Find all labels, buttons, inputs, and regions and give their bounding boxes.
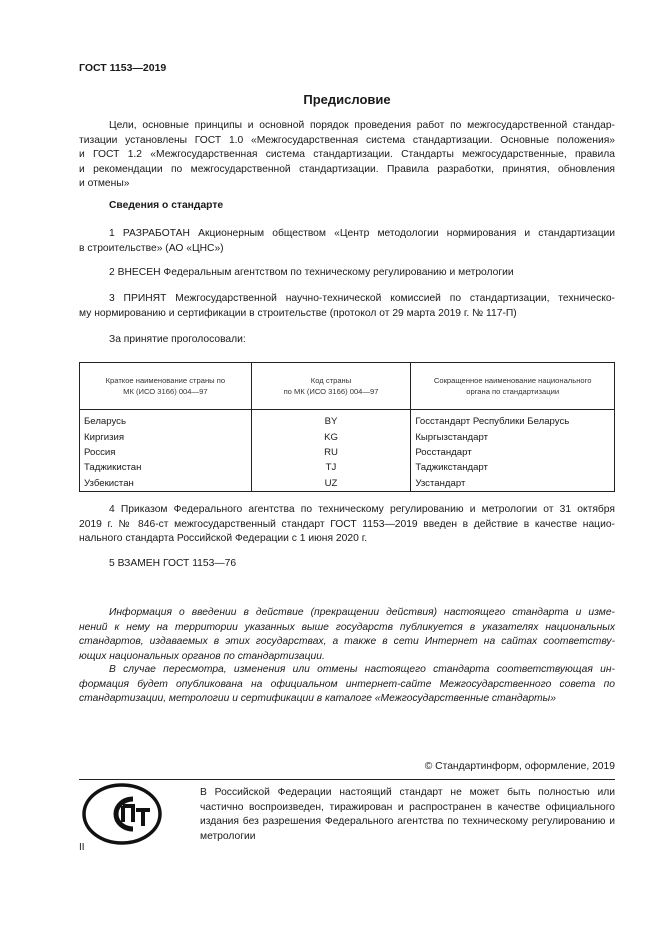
column-header-body: Сокращенное наименование национального органа по стандартизации	[411, 363, 615, 410]
cell-body: Госстандарт Республики Беларусь	[411, 410, 615, 430]
revision-info	[79, 663, 615, 707]
item-3-line: му нормированию и сертификации в строительстве (протокол от 29 марта 2019 г. № 117-П)	[79, 307, 517, 319]
notice-line: В Российской Федерации настоящий стандарт не может быть полностью или	[200, 787, 615, 798]
revision-info-line: стандартизации, метрологии и сертификации в каталоге «Межгосударственные стандарты»	[79, 693, 556, 705]
publication-info-line: Информация о введении в действие (прекращении действия) настоящего стандарта и изме-	[109, 607, 615, 618]
document-code-header: ГОСТ 1153—2019	[79, 62, 167, 74]
copyright-notice: © Стандартинформ, оформление, 2019	[424, 761, 615, 772]
cell-body: Таджикстандарт	[411, 460, 615, 475]
cell-country: Киргизия	[80, 429, 252, 444]
cell-country: Узбекистан	[80, 476, 252, 492]
cell-code: TJ	[251, 460, 411, 475]
cell-code: RU	[251, 445, 411, 460]
item-4-line: 2019 г. № 846-ст межгосударственный стандарт ГОСТ 1153—2019 введен в действие в качестве нацио-	[79, 518, 615, 530]
item-3	[79, 292, 615, 321]
voting-table	[79, 362, 615, 492]
cell-country: Беларусь	[80, 410, 252, 430]
cell-body: Росстандарт	[411, 445, 615, 460]
item-2: 2 ВНЕСЕН Федеральным агентством по техническому регулированию и метрологии	[109, 267, 514, 278]
table-row	[80, 460, 615, 475]
page-number: II	[79, 842, 85, 853]
column-header-code: Код страны по МК (ИСО 3166) 004—97	[251, 363, 411, 410]
info-heading: Сведения о стандарте	[109, 200, 224, 211]
cell-body: Узстандарт	[411, 476, 615, 492]
cell-country: Таджикистан	[80, 460, 252, 475]
item-4-line: 4 Приказом Федерального агентства по техническому регулированию и метрологии от 31 октября	[109, 504, 615, 515]
intro-line: и рекомендации по межгосударственной стандартизации. Правила разработки, принятия, обновления	[79, 163, 615, 175]
item-5: 5 ВЗАМЕН ГОСТ 1153—76	[109, 558, 237, 569]
publication-info	[79, 606, 615, 664]
item-1-line: в строительстве» (АО «ЦНС»)	[79, 242, 224, 254]
intro-line: и ГОСТ 1.2 «Межгосударственная система стандартизации. Стандарты межгосударственные, правила	[79, 149, 615, 161]
cell-code: KG	[251, 429, 411, 444]
revision-info-line: формация будет опубликована на официальном интернет-сайте Межгосударственного совета по	[79, 678, 615, 690]
item-4	[79, 503, 615, 547]
item-1-line: 1 РАЗРАБОТАН Акционерным обществом «Центр методологии нормирования и стандартизации	[109, 228, 615, 239]
cell-country: Россия	[80, 445, 252, 460]
cell-code: UZ	[251, 476, 411, 492]
notice-line: издания без разрешения Федерального агентства по техническому регулированию и	[200, 816, 615, 828]
table-row	[80, 445, 615, 460]
cell-body: Кыргызстандарт	[411, 429, 615, 444]
notice-line: частично воспроизведен, тиражирован и распространен в качестве официального	[200, 801, 615, 813]
table-header-row	[80, 363, 615, 410]
divider	[79, 779, 615, 780]
table-row	[80, 429, 615, 444]
gost-r-mark-icon	[81, 782, 163, 846]
revision-info-line: В случае пересмотра, изменения или отмены настоящего стандарта соответствующая ин-	[109, 664, 615, 675]
intro-line: Цели, основные принципы и основной порядок проведения работ по межгосударственной стандар-	[109, 120, 615, 131]
item-1	[79, 227, 615, 256]
notice-line: метрологии	[200, 830, 256, 842]
voted-label: За принятие проголосовали:	[109, 334, 246, 345]
publication-info-line: ющих национальных органов по стандартизации.	[79, 650, 325, 662]
intro-line: и отмены»	[79, 178, 130, 190]
table-row	[80, 476, 615, 492]
reproduction-notice	[200, 786, 615, 844]
publication-info-line: стандартов, издаваемых в этих государствах, а также в сети Интернет на сайтах соответству-	[79, 636, 615, 648]
item-4-line: нального стандарта Российской Федерации с 1 июня 2020 г.	[79, 533, 368, 545]
intro-line: тизации установлены ГОСТ 1.0 «Межгосударственная система стандартизации. Основные положения»	[79, 134, 615, 146]
table-row	[80, 410, 615, 430]
cell-code: BY	[251, 410, 411, 430]
page-title: Предисловие	[303, 92, 391, 107]
intro-paragraph	[79, 119, 615, 192]
column-header-country: Краткое наименование страны по МК (ИСО 3166) 004—97	[80, 363, 252, 410]
publication-info-line: нений к нему на территории указанных выше государств публикуется в указателях национальных	[79, 621, 615, 633]
item-3-line: 3 ПРИНЯТ Межгосударственной научно-технической комиссией по стандартизации, техническо-	[109, 293, 615, 304]
